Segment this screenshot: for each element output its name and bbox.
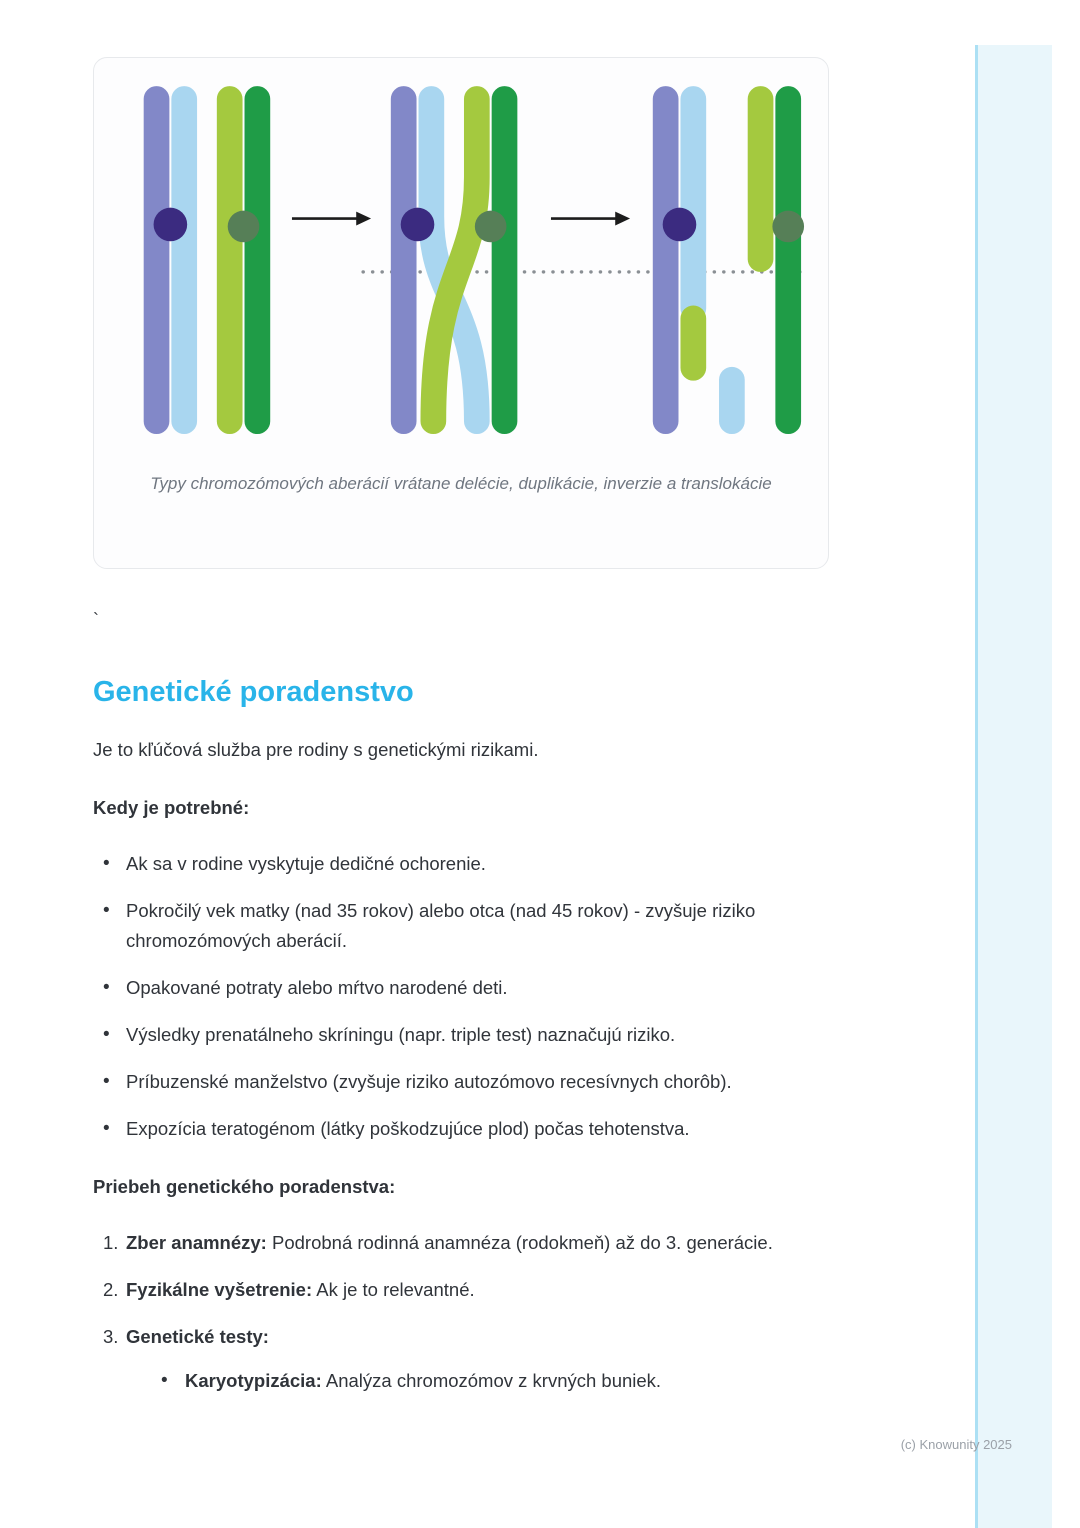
figure-caption: Typy chromozómových aberácií vrátane delécie, duplikácie, inverzie a translokácie xyxy=(150,474,772,493)
list-item: • Expozícia teratogénom (látky poškodzujúce plod) počas tehotenstva. xyxy=(93,1114,829,1144)
chromosome-aberration-illustration xyxy=(116,78,808,454)
chromosome-pair-crossing xyxy=(391,86,518,434)
process-heading: Priebeh genetického poradenstva: xyxy=(93,1176,396,1197)
item-lead: Fyzikálne vyšetrenie: xyxy=(126,1279,313,1300)
item-lead: Zber anamnézy: xyxy=(126,1232,267,1253)
chromosome-figure-card xyxy=(93,57,829,569)
item-text: Analýza chromozómov z krvných buniek. xyxy=(325,1370,662,1391)
item-lead: Genetické testy: xyxy=(126,1326,269,1347)
item-number: 3. xyxy=(103,1326,119,1347)
item-number: 2. xyxy=(103,1279,119,1300)
when-needed-heading: Kedy je potrebné: xyxy=(93,797,250,818)
list-item: • Pokročilý vek matky (nad 35 rokov) alebo otca (nad 45 rokov) - zvyšuje riziko chromozómových aberácií. xyxy=(93,896,829,956)
numbered-item xyxy=(93,1275,829,1305)
item-text: Ak je to relevantné. xyxy=(316,1279,475,1300)
sub-list-item xyxy=(161,1366,829,1396)
chromosome-pair-aberrant xyxy=(653,86,804,434)
arrow-right-icon xyxy=(551,212,630,226)
document-page xyxy=(93,57,829,1396)
list-item: • Výsledky prenatálneho skríningu (napr. triple test) naznačujú riziko. xyxy=(93,1020,829,1050)
chromosome-pair-normal xyxy=(144,86,271,434)
numbered-item xyxy=(93,1322,829,1352)
list-item: • Ak sa v rodine vyskytuje dedičné ochorenie. xyxy=(93,849,829,879)
copyright-notice: (c) Knowunity 2025 xyxy=(900,1437,1012,1452)
item-number: 1. xyxy=(103,1232,119,1253)
numbered-item xyxy=(93,1228,829,1258)
item-text: Podrobná rodinná anamnéza (rodokmeň) až do 3. generácie. xyxy=(272,1232,773,1253)
when-needed-list xyxy=(93,849,829,1144)
stray-backtick: ` xyxy=(93,610,99,630)
list-item: • Príbuzenské manželstvo (zvyšuje riziko autozómovo recesívnych chorôb). xyxy=(93,1067,829,1097)
process-list xyxy=(93,1228,829,1396)
arrow-right-icon xyxy=(292,212,371,226)
page-edge-band xyxy=(975,45,1052,1528)
list-item: • Opakované potraty alebo mŕtvo narodené deti. xyxy=(93,973,829,1003)
page-title: Genetické poradenstvo xyxy=(93,676,414,708)
intro-paragraph: Je to kľúčová služba pre rodiny s genetickými rizikami. xyxy=(93,739,539,760)
item-lead: Karyotypizácia: xyxy=(185,1370,322,1391)
